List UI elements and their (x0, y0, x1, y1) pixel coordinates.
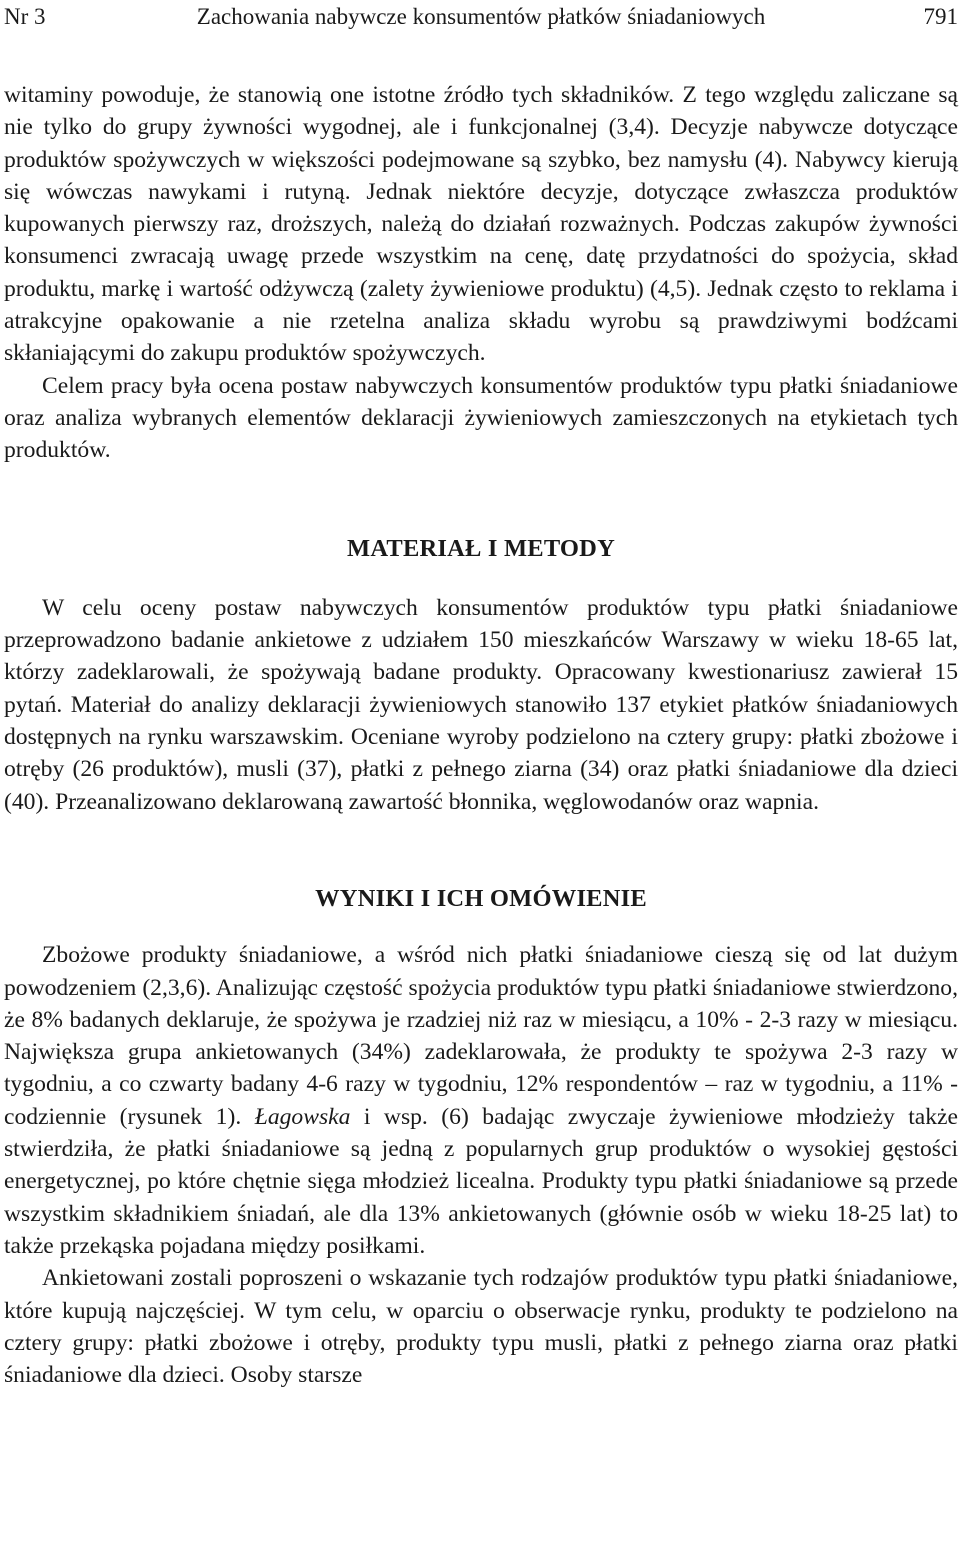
page-header (4, 2, 958, 32)
author-name: Łagowska (254, 1103, 351, 1130)
section-title-materials: MATERIAŁ I METODY (347, 534, 615, 562)
intro-paragraph-1: witaminy powoduje, że stanowią one istotne źródło tych składników. Z tego względu zaliczane są nie tylko do grupy żywności wygodnej, ale i funkcjonalnej (3,4). Decyzje nabywcze dotyczące produktów spożywczych w większości podejmowane są szybko, bez namysłu (4). Nabywcy kierują się wówczas nawykami i rutyną. Jednak niektóre decyzje, dotyczące zwłaszcza produktów kupowanych pierwszy raz, droższych, należą do działań rozważnych. Podczas zakupów żywności konsumenci zwracają uwagę przede wszystkim na cenę, datę przydatności do spożycia, skład produktu, markę i wartość odżywczą (zalety żywieniowe produktu) (4,5). Jednak często to reklama i atrakcyjne opakowanie a nie rzetelna analiza składu wyrobu są prawdziwymi bodźcami skłaniającymi do zakupu produktów spożywczych. (4, 82, 958, 367)
results-paragraph-1 (4, 939, 958, 1262)
results-paragraph-1-text-b: i wsp. (6) badając zwyczaje żywieniowe młodzieży także stwierdziła, że płatki śniadaniowe są jedną z popularnych grup produktów o wysokiej gęstości energetycznej, po które chętnie sięga młodzież licealna. Produkty typu płatki śniadaniowe są przede wszystkim składnikiem śniadań, ale dla 13% ankietowanych (głównie osób w wieku 18-25 lat) to także przekąska pojadana między posiłkami. (4, 1103, 958, 1259)
section-title-results: WYNIKI I ICH OMÓWIENIE (315, 884, 647, 912)
article-body (4, 79, 958, 1391)
running-title: Zachowania nabywcze konsumentów płatków śniadaniowych (196, 4, 766, 29)
materials-paragraph-1: W celu oceny postaw nabywczych konsumentów produktów typu płatki śniadaniowe przeprowadzono badanie ankietowe z udziałem 150 mieszkańców Warszawy w wieku 18-65 lat, którzy zadeklarowali, że spożywają badane produkty. Opracowany kwestionariusz zawierał 15 pytań. Materiał do analizy deklaracji żywieniowych stanowiło 137 etykiet płatków śniadaniowych dostępnych na rynku warszawskim. Oceniane wyroby podzielono na cztery grupy: płatki zbożowe i otręby (26 produktów), musli (37), płatki z pełnego ziarna (34) oraz płatki śniadaniowe dla dzieci (40). Przeanalizowano deklarowaną zawartość błonnika, węglowodanów oraz wapnia. (4, 594, 958, 815)
intro-paragraph-2: Celem pracy była ocena postaw nabywczych konsumentów produktów typu płatki śniadaniowe oraz analiza wybranych elementów deklaracji żywieniowych zamieszczonych na etykietach tych produktów. (4, 372, 958, 464)
page-number: 791 (923, 4, 958, 29)
results-paragraph-1-text-a: Zbożowe produkty śniadaniowe, a wśród nich płatki śniadaniowe cieszą się od lat dużym powodzeniem (2,3,6). Analizując częstość spożycia produktów typu płatki śniadaniowe stwierdzono, że 8% badanych deklaruje, że spożywa je rzadziej niż raz w miesiącu, a 10% - 2-3 razy w miesiącu. Największa grupa ankietowanych (34%) zadeklarowała, że produkty te spożywa 2-3 razy w tygodniu, a co czwarty badany 4-6 razy w tygodniu, 12% respondentów – raz w tygodniu, a 11% - codziennie (rysunek 1). (4, 942, 958, 1130)
results-paragraph-2: Ankietowani zostali poproszeni o wskazanie tych rodzajów produktów typu płatki śniadaniowe, które kupują najczęściej. W tym celu, w oparciu o obserwacje rynku, produkty te podzielono na cztery grupy: płatki zbożowe i otręby, produkty typu musli, płatki z pełnego ziarna oraz płatki śniadaniowe dla dzieci. Osoby starsze (4, 1265, 958, 1389)
issue-number: Nr 3 (4, 4, 46, 29)
